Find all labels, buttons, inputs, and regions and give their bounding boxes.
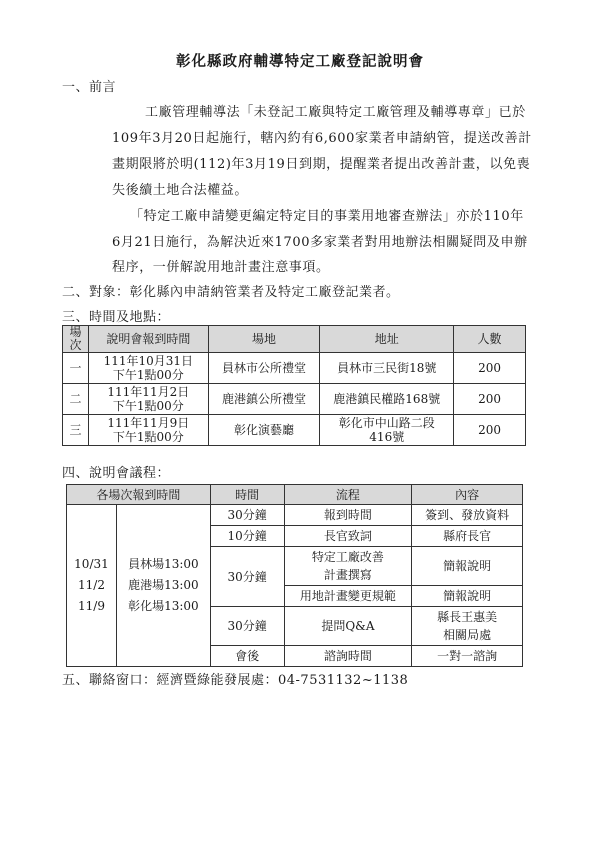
checkin-time xyxy=(88,384,208,415)
agenda-flow: 提問Q&A xyxy=(284,607,412,646)
attendee-count: 200 xyxy=(454,353,526,384)
agenda-flow: 長官致詞 xyxy=(284,526,412,547)
content-line-1: 縣長王惠美 xyxy=(437,610,498,624)
intro-paragraph-2-line-3: 程序，一併解說用地計畫注意事項。 xyxy=(112,260,330,275)
table-row xyxy=(63,353,526,384)
agenda-content: 一對一諮詢 xyxy=(412,646,523,667)
agenda-duration: 30分鐘 xyxy=(210,505,284,526)
venue-address: 鹿港鎮民權路168號 xyxy=(320,384,454,415)
attendee-count: 200 xyxy=(454,415,526,446)
intro-paragraph-2-line-1: 「特定工廠申請變更編定特定目的事業用地審查辦法」亦於110年 xyxy=(130,209,524,224)
header-checkin-times: 各場次報到時間 xyxy=(67,485,211,505)
session-number: 二 xyxy=(63,384,89,415)
intro-paragraph-1-line-1: 工廠管理輔導法「未登記工廠與特定工廠管理及輔導專章」已於 xyxy=(145,105,526,120)
header-content: 內容 xyxy=(412,485,523,505)
agenda-flow: 報到時間 xyxy=(284,505,412,526)
checkin-date: 111年11月9日 xyxy=(107,416,190,430)
venue-name: 彰化演藝廳 xyxy=(208,415,320,446)
session-date: 11/9 xyxy=(78,599,105,613)
header-time: 時間 xyxy=(210,485,284,505)
section-4-heading: 四、說明會議程： xyxy=(62,466,171,481)
session-dates xyxy=(67,505,117,667)
checkin-hour: 下午1點00分 xyxy=(112,368,184,382)
flow-line-1: 特定工廠改善 xyxy=(311,550,384,564)
agenda-content: 縣府長官 xyxy=(412,526,523,547)
header-address: 地址 xyxy=(320,326,454,353)
agenda-content: 簡報說明 xyxy=(412,547,523,586)
section-2-heading: 二、對象：彰化縣內申請納管業者及特定工廠登記業者。 xyxy=(62,285,400,300)
agenda-duration: 30分鐘 xyxy=(210,547,284,607)
agenda-content: 簡報說明 xyxy=(412,586,523,607)
section-1-heading: 一、前言 xyxy=(62,80,117,95)
checkin-hour: 下午1點00分 xyxy=(112,399,184,413)
agenda-content xyxy=(412,607,523,646)
agenda-row xyxy=(67,505,523,526)
header-attendees: 人數 xyxy=(454,326,526,353)
session-sites xyxy=(116,505,210,667)
attendee-count: 200 xyxy=(454,384,526,415)
checkin-time xyxy=(88,353,208,384)
agenda-table xyxy=(66,484,523,667)
venue-address: 員林市三民街18號 xyxy=(320,353,454,384)
address-line-1: 彰化市中山路二段 xyxy=(338,416,435,430)
agenda-content: 簽到、發放資料 xyxy=(412,505,523,526)
checkin-date: 111年10月31日 xyxy=(103,354,194,368)
session-date: 10/31 xyxy=(74,557,109,571)
checkin-time xyxy=(88,415,208,446)
venue-table-header xyxy=(63,326,526,353)
agenda-duration: 30分鐘 xyxy=(210,607,284,646)
section-3-heading: 三、時間及地點： xyxy=(62,310,171,325)
agenda-flow xyxy=(284,547,412,586)
header-session xyxy=(63,326,89,353)
session-site: 鹿港場13:00 xyxy=(128,578,199,592)
agenda-flow: 用地計畫變更規範 xyxy=(284,586,412,607)
header-flow: 流程 xyxy=(284,485,412,505)
session-number: 三 xyxy=(63,415,89,446)
intro-paragraph-1-line-4: 失後續土地合法權益。 xyxy=(112,183,249,198)
document-title: 彰化縣政府輔導特定工廠登記說明會 xyxy=(176,53,424,70)
session-number: 一 xyxy=(63,353,89,384)
venue-table xyxy=(62,325,526,446)
header-checkin-time: 說明會報到時間 xyxy=(88,326,208,353)
agenda-duration: 10分鐘 xyxy=(210,526,284,547)
address-line-2: 416號 xyxy=(369,430,405,444)
header-venue: 場地 xyxy=(208,326,320,353)
session-date: 11/2 xyxy=(78,578,105,592)
session-site: 員林場13:00 xyxy=(128,557,199,571)
checkin-date: 111年11月2日 xyxy=(107,385,190,399)
venue-name: 員林市公所禮堂 xyxy=(208,353,320,384)
session-site: 彰化場13:00 xyxy=(128,599,199,613)
flow-line-2: 計畫撰寫 xyxy=(323,568,372,582)
checkin-hour: 下午1點00分 xyxy=(112,430,184,444)
table-row xyxy=(63,384,526,415)
table-row xyxy=(63,415,526,446)
intro-paragraph-2-line-2: 6月21日施行，為解決近來1700多家業者對用地辦法相關疑問及申辦 xyxy=(112,235,528,250)
agenda-table-header xyxy=(67,485,523,505)
agenda-duration: 會後 xyxy=(210,646,284,667)
header-session-label: 場次 xyxy=(69,325,82,352)
venue-address xyxy=(320,415,454,446)
section-5-heading: 五、聯絡窗口：經濟暨綠能發展處：04-7531132~1138 xyxy=(62,673,409,688)
intro-paragraph-1-line-2: 109年3月20日起施行，轄內約有6,600家業者申請納管，提送改善計 xyxy=(112,131,532,146)
content-line-2: 相關局處 xyxy=(443,628,492,642)
venue-name: 鹿港鎮公所禮堂 xyxy=(208,384,320,415)
agenda-flow: 諮詢時間 xyxy=(284,646,412,667)
intro-paragraph-1-line-3: 畫期限將於明(112)年3月19日到期，提醒業者提出改善計畫，以免喪 xyxy=(112,157,531,172)
